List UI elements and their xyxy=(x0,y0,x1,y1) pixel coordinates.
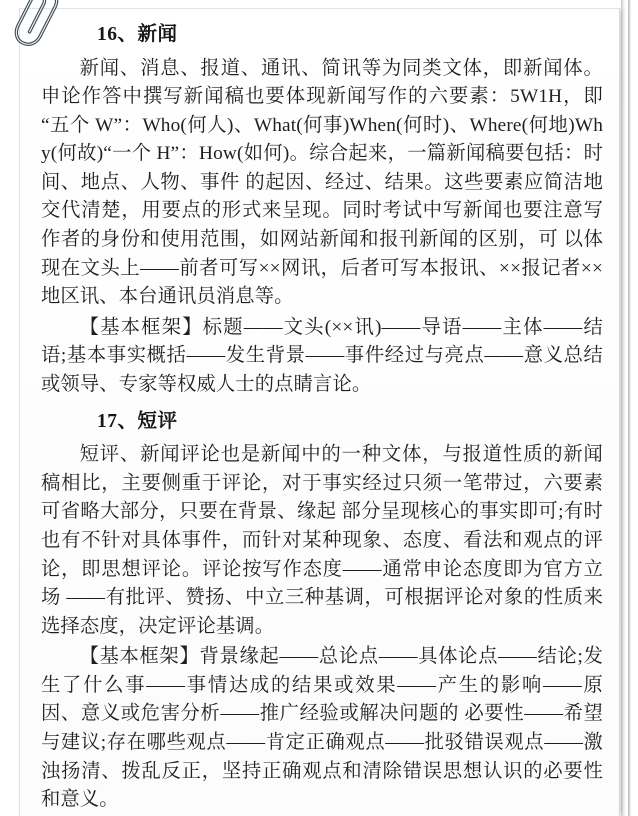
spacer xyxy=(41,431,603,441)
document-page-card xyxy=(19,8,620,816)
page-top-gutter xyxy=(0,0,638,8)
section-heading-commentary: 17、短评 xyxy=(97,410,178,432)
page-right-edge xyxy=(628,0,631,816)
section-heading-news: 16、新闻 xyxy=(97,24,178,45)
page-left-gutter xyxy=(0,0,19,816)
document-content xyxy=(41,25,603,815)
page-right-shadow xyxy=(621,0,626,816)
paragraph-commentary-body: 短评、新闻评论也是新闻中的一种文体，与报道性质的新闻稿相比，主要侧重于评论，对于事实经过只须一笔带过，六要素可省略大部分，只要在背景、缘起 部分呈现核心的事实即可;有时也有不针对具体事件，而针对某种现象、态度、看法和观点的评论，即思想评论。评论按写作态度——通常申论态度即为官方立场 ——有批评、赞扬、中立三种基调，可根据评论对象的性质来选择态度，决定评论基调。 xyxy=(41,444,603,637)
paragraph-news-body: 新闻、消息、报道、通讯、简讯等为同类文体，即新闻体。申论作答中撰写新闻稿也要体现新闻写作的六要素：5W1H，即“五个 W”：Who(何人)、What(何事)When(何时)、Where(何地)Why(何故)“一个 H”：How(如何)。综合起来，一篇新闻稿要包括：时间、地点、人物、事件 的起因、经过、结果。这些要素应简洁地交代清楚，用要点的形式来呈现。同时考试中写新闻也要注意写作者的身份和使用范围，如网站新闻和报刊新闻的区别，可 以体现在文头上——前者可写××网讯，后者可写本报讯、××报记者××地区讯、本台通讯员消息等。 xyxy=(41,57,603,308)
spacer xyxy=(41,45,603,55)
spacer xyxy=(41,400,603,412)
paragraph-commentary-framework: 【基本框架】背景缘起——总论点——具体论点——结论;发生了什么事——事情达成的结果或效果——产生的影响——原因、意义或危害分析——推广经验或解决问题的 必要性——希望与建议;存在哪些观点——肯定正确观点——批驳错误观点——激浊扬清、拨乱反正，坚持正确观点和清除错误思想认识的必要性和意义。 xyxy=(41,646,603,811)
paragraph-news-framework: 【基本框架】标题——文头(××讯)——导语——主体——结语;基本事实概括——发生背景——事件经过与亮点——意义总结或领导、专家等权威人士的点睛言论。 xyxy=(41,316,603,396)
